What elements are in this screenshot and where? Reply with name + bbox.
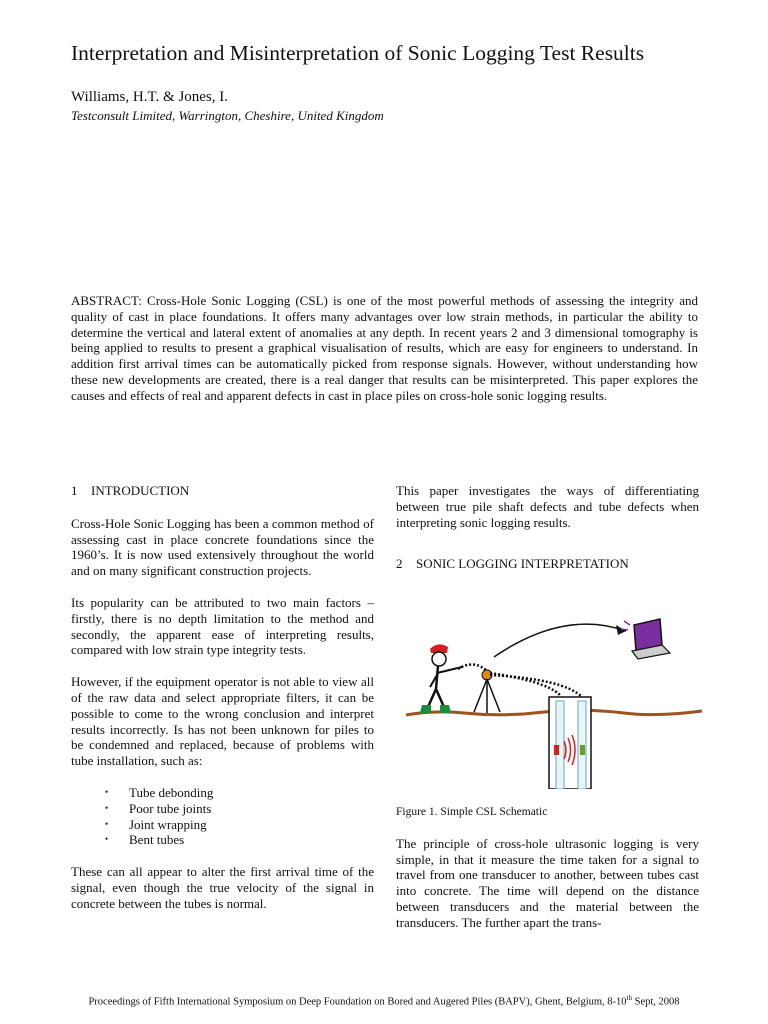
data-transfer-arrow <box>494 624 626 657</box>
laptop-icon <box>621 619 670 659</box>
tube-problem-list <box>71 785 374 848</box>
receiver-icon <box>580 745 585 755</box>
footer-superscript: th <box>626 994 632 1002</box>
intro-paragraph-2: Its popularity can be attributed to two main factors – firstly, there is no depth limitation to the method and secondly, the apparent ease of interpreting results, compared with low strain type integrity tests. <box>71 594 374 658</box>
abstract: ABSTRACT: Cross-Hole Sonic Logging (CSL) is one of the most powerful methods of assessing the integrity and quality of cast in place foundations. It offers many advantages over low strain methods, in particular the ability to determine the vertical and lateral extent of anomalies at any depth. In recent years 2 and 3 dimensional tomography is being applied to results to present a graphical visualisation of results, which are easy for engineers to understand. In addition first arrival times can be automatically picked from response signals. However, without understanding how these new developments are created, there is a real danger that results can be misinterpreted. This paper explores the causes and effects of real and apparent defects in cast in place piles on cross-hole sonic logging results. <box>71 293 698 403</box>
section-1-number: 1 <box>71 483 78 498</box>
right-column <box>396 483 699 947</box>
footer-text: Proceedings of Fifth International Symposium on Deep Foundation on Bored and Augered Piles (BAPV), Ghent, Belgium, 8-10 <box>88 996 627 1008</box>
figure-caption: Figure 1. Simple CSL Schematic <box>396 805 548 818</box>
csl-schematic-figure <box>404 609 704 789</box>
intro-paragraph-4: These can all appear to alter the first arrival time of the signal, even though the true velocity of the signal in concrete between the tubes is normal. <box>71 864 374 911</box>
list-item: • Poor tube joints <box>105 801 374 817</box>
footer-text-end: Sept, 2008 <box>631 996 680 1008</box>
list-item: • Tube debonding <box>105 785 374 801</box>
boot-icon <box>420 705 431 713</box>
list-item: • Joint wrapping <box>105 817 374 833</box>
section-2-number: 2 <box>396 556 403 572</box>
right-intro-paragraph: This paper investigates the ways of differentiating between true pile shaft defects and tube defects when interpreting sonic logging results. <box>396 483 699 530</box>
intro-paragraph-1: Cross-Hole Sonic Logging has been a common method of assessing cast in place concrete foundations since the 1960’s. It is now used extensively throughout the world and on many significant construction projects. <box>71 515 374 579</box>
transmitter-icon <box>554 745 559 755</box>
operator-figure <box>420 645 462 714</box>
affiliation: Testconsult Limited, Warrington, Cheshire, United Kingdom <box>71 108 384 123</box>
boot-icon <box>440 705 451 713</box>
list-item: • Bent tubes <box>105 832 374 848</box>
authors: Williams, H.T. & Jones, I. <box>71 89 229 105</box>
section-2-heading <box>396 556 699 572</box>
intro-paragraph-3: However, if the equipment operator is not able to view all of the raw data and select appropriate filters, it can be possible to come to the wrong conclusion and interpret results incorrectly. Is has not been unknown for piles to be condemned and replaced, because of problems with tube installation, such as: <box>71 674 374 769</box>
pile-icon <box>549 697 591 789</box>
section-1-title: INTRODUCTION <box>91 483 190 498</box>
left-column <box>71 483 374 928</box>
principle-paragraph: The principle of cross-hole ultrasonic logging is very simple, in that it measure the time taken for a signal to travel from one transducer to another, between tubes cast into concrete. The time will depend on the distance between transducers and the material between the transducers. The further apart the trans- <box>396 835 699 930</box>
cable-line <box>458 665 487 672</box>
footer-citation <box>0 994 768 1008</box>
paper-title: Interpretation and Misinterpretation of Sonic Logging Test Results <box>71 41 645 65</box>
section-1-heading <box>71 483 374 499</box>
section-2-title: SONIC LOGGING INTERPRETATION <box>416 556 629 572</box>
